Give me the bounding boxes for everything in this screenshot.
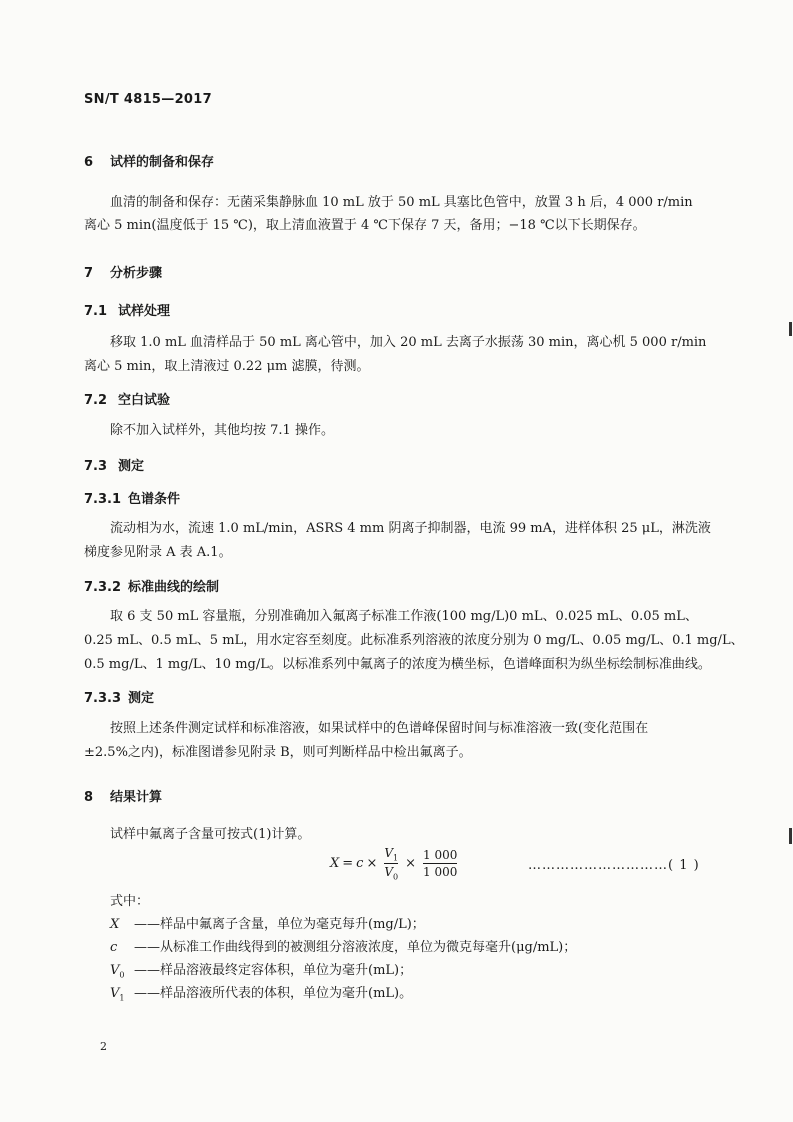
scan-edge-mark	[789, 828, 792, 844]
section-number: 7.1	[84, 304, 108, 319]
formula-fraction-volume	[384, 846, 398, 882]
section-7-3-1-para-line-1: 流动相为水，流速 1.0 mL/min，ASRS 4 mm 阴离子抑制器，电流 99 mA，进样体积 25 μL，淋洗液	[110, 521, 711, 536]
equation-number: …………………………( 1 )	[528, 858, 700, 873]
section-title: 试样的制备和保存	[110, 155, 215, 170]
section-7-1-para-line-1: 移取 1.0 mL 血清样品于 50 mL 离心管中，加入 20 mL 去离子水振荡 30 min，离心机 5 000 r/min	[110, 335, 707, 350]
fraction-denominator: $V_0$	[384, 865, 399, 882]
section-title: 色谱条件	[128, 492, 181, 507]
section-number: 8	[84, 790, 94, 805]
formula-times: ×	[366, 856, 378, 872]
variable-row	[110, 981, 412, 1011]
section-8-intro: 试样中氟离子含量可按式(1)计算。	[110, 827, 311, 842]
fraction-denominator: 1 000	[423, 865, 458, 880]
section-7-3-2-para-line-2: 0.25 mL、0.5 mL、5 mL，用水定容至刻度。此标准系列溶液的浓度分别为 0 mg/L、0.05 mg/L、0.1 mg/L、	[84, 633, 744, 648]
variable-description: ——样品中氟离子含量，单位为毫克每升(mg/L)；	[134, 917, 425, 932]
section-7-1-heading	[84, 300, 170, 319]
fraction-numerator: 1 000	[423, 848, 458, 863]
section-number: 7.2	[84, 393, 108, 408]
section-7-2-para-line-1: 除不加入试样外，其他均按 7.1 操作。	[110, 423, 334, 438]
section-title: 空白试验	[118, 393, 171, 408]
variable-description: ——样品溶液所代表的体积，单位为毫升(mL)。	[134, 986, 413, 1001]
section-title: 分析步骤	[110, 266, 163, 281]
section-7-2-heading	[84, 389, 170, 408]
section-7-1-para-line-2: 离心 5 min，取上清液过 0.22 μm 滤膜，待测。	[84, 359, 370, 374]
section-7-3-3-heading	[84, 687, 154, 706]
fraction-bar	[423, 863, 457, 864]
section-7-3-3-para-line-2: ±2.5%之内)，标准图谱参见附录 B，则可判断样品中检出氟离子。	[84, 745, 472, 760]
section-7-3-2-para-line-3: 0.5 mg/L、1 mg/L、10 mg/L。以标准系列中氟离子的浓度为横坐标，色谱峰面积为纵坐标绘制标准曲线。	[84, 657, 711, 672]
section-7-3-heading	[84, 455, 144, 474]
variable-description: ——样品溶液最终定容体积，单位为毫升(mL)；	[134, 963, 413, 978]
section-6-para-line-1: 血清的制备和保存：无菌采集静脉血 10 mL 放于 50 mL 具塞比色管中，放置 3 h 后，4 000 r/min	[110, 195, 693, 210]
section-title: 标准曲线的绘制	[128, 580, 220, 595]
page-number: 2	[100, 1040, 107, 1053]
fraction-bar	[384, 863, 398, 864]
formula-times: ×	[405, 856, 417, 872]
formula-lhs: X	[330, 856, 340, 872]
scan-edge-mark	[789, 322, 792, 336]
section-number: 7.3.2	[84, 580, 122, 595]
formula-equals: =	[342, 856, 354, 872]
variable-symbol: $V_1$	[110, 986, 125, 1003]
section-number: 7.3.3	[84, 691, 122, 706]
section-title: 试样处理	[118, 304, 171, 319]
variable-symbol: X	[110, 917, 120, 932]
variable-symbol: $V_0$	[110, 963, 125, 980]
section-number: 6	[84, 155, 94, 170]
formula-fraction-unit	[423, 848, 457, 879]
section-7-3-2-heading	[84, 576, 219, 595]
variable-description: ——从标准工作曲线得到的被测组分溶液浓度，单位为微克每毫升(μg/mL)；	[134, 940, 577, 955]
section-8-heading	[84, 786, 162, 805]
section-number: 7.3.1	[84, 492, 122, 507]
section-7-3-1-heading	[84, 488, 180, 507]
section-title: 测定	[128, 691, 155, 706]
section-title: 结果计算	[110, 790, 163, 805]
section-title: 测定	[118, 459, 145, 474]
formula-c: c	[356, 856, 364, 872]
section-number: 7	[84, 266, 94, 281]
fraction-numerator: $V_1$	[384, 846, 399, 863]
section-number: 7.3	[84, 459, 108, 474]
standard-code: SN/T 4815—2017	[84, 92, 212, 107]
section-7-3-1-para-line-2: 梯度参见附录 A 表 A.1。	[84, 545, 232, 560]
section-7-3-3-para-line-1: 按照上述条件测定试样和标准溶液，如果试样中的色谱峰保留时间与标准溶液一致(变化范围在	[110, 721, 649, 736]
section-6-heading	[84, 151, 214, 170]
variable-symbol: c	[110, 940, 118, 955]
section-6-para-line-2: 离心 5 min(温度低于 15 ℃)，取上清血液置于 4 ℃下保存 7 天，备用；−18 ℃以下长期保存。	[84, 218, 646, 233]
section-7-heading	[84, 262, 162, 281]
where-label: 式中：	[110, 894, 150, 909]
formula-1	[330, 846, 461, 882]
section-7-3-2-para-line-1: 取 6 支 50 mL 容量瓶，分别准确加入氟离子标准工作液(100 mg/L)0 mL、0.025 mL、0.05 mL、	[110, 609, 698, 624]
